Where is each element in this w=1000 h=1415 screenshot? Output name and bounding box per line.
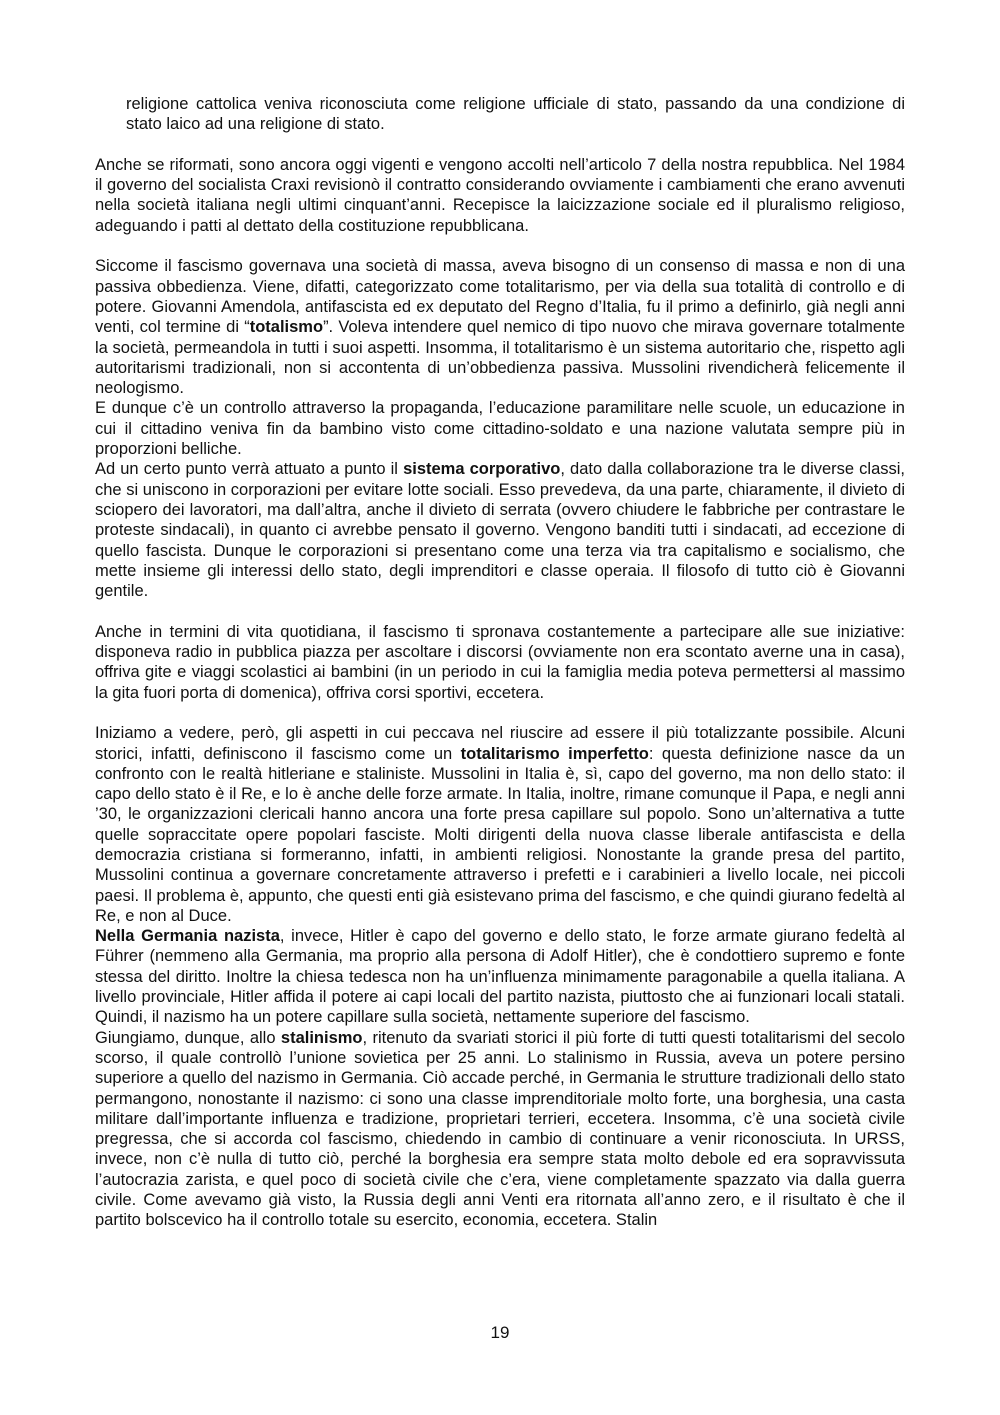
paragraph-stalinismo — [95, 1028, 905, 1231]
text-run: , ritenuto da svariati storici il più forte di tutti questi totalitarismi del secolo scorso, il quale controllò l’unione sovietica per 25 anni. Lo stalinismo in Russia, aveva un potere persino superiore a quello del nazismo in Germania. Ciò accade perché, in Germania le strutture tradizionali dello stato permangono, nonostante il nazismo: ci sono una classe imprenditoriale molto forte, una borghesia, una casta militare dall’importante influenza e tradizione, proprietari terrieri, eccetera. Insomma, c’è una società civile pregressa, che si accorda col fascismo, chiedendo in cambio di continuare a venir riconosciuta. In URSS, invece, non c’è nulla di tutto ciò, perché la borghesia era sempre stata molto debole ed era sopravvissuta l’autocrazia zarista, e quel poco di società civile che c’era, viene completamente spazzato via dalla guerra civile. Come avevamo già visto, la Russia degli anni Venti era ritornata all’anno zero, e il risultato è che il partito bolscevico ha il controllo totale su esercito, economia, eccetera. Stalin — [95, 1028, 905, 1230]
text-run: , invece, Hitler è capo del governo e dello stato, le forze armate giurano fedeltà al Führer (nemmeno alla Germania, ma proprio alla persona di Adolf Hitler), che è condottiero supremo e fonte stessa del diritto. Inoltre la chiesa tedesca non ha un’influenza minimamente paragonabile a quella italiana. A livello provinciale, Hitler affida il potere ai capi locali del partito nazista, piuttosto che ai funzionari locali statali. Quindi, il nazismo ha un potere capillare sulla società, nettamente superiore del fascismo. — [95, 927, 905, 1027]
text-run: , dato dalla collaborazione tra le diverse classi, che si uniscono in corporazioni per evitare lotte sociali. Esso prevedeva, da una parte, chiaramente, il divieto di sciopero dei lavoratori, ma dall’altra, anche il divieto di serrata (ovvero chiudere le fabbriche per contrastare le proteste sindacali), in quanto ci avrebbe pensato il governo. Vengono banditi tutti i sindacati, ad eccezione di quello fascista. Dunque le corporazioni si presentano come una terza via tra capitalismo e socialismo, che mette insieme gli interessi dello stato, degli imprenditori e classe operaia. Il filosofo di tutto ciò è Giovanni gentile. — [95, 460, 906, 601]
bold-term-totalismo: totalismo — [249, 318, 324, 337]
paragraph-religione: religione cattolica veniva riconosciuta come religione ufficiale di stato, passando da una condizione di stato laico ad una religione di stato. — [126, 95, 905, 134]
paragraph-articolo-7: Anche se riformati, sono ancora oggi vigenti e vengono accolti nell’articolo 7 della nostra repubblica. Nel 1984 il governo del socialista Craxi revisionò il contratto considerando ovviamente i cambiamenti che erano avvenuti nella società italiana negli ultimi cinquant’anni. Recepisce la laicizzazione sociale ed il pluralismo religioso, adeguando i patti al dettato della costituzione repubblicana. — [95, 155, 905, 235]
text-run: Iniziamo a vedere, però, gli aspetti in cui peccava nel riuscire ad essere il più totalizzante possibile. Alcuni storici, infatti, definiscono il fascismo come un — [95, 724, 905, 763]
document-page — [95, 94, 905, 1231]
text-run: ”. Voleva intendere quel nemico di tipo nuovo che mirava governare totalmente la società, permeandola in tutti i suoi aspetti. Insomma, il totalitarismo è un sistema autoritario che, rispetto agli autoritarismi tradizionali, non si accontenta di un’obbedienza passiva. Mussolini rivendicherà felicemente il neologismo. — [95, 318, 905, 398]
page-number: 19 — [490, 1323, 510, 1342]
text-run: Ad un certo punto verrà attuato a punto il — [95, 460, 404, 479]
bold-term-sistema-corporativo: sistema corporativo — [403, 460, 561, 479]
bold-term-stalinismo: stalinismo — [280, 1028, 363, 1047]
paragraph-totalitarismo — [95, 256, 905, 398]
bold-term-totalitarismo-imperfetto: totalitarismo imperfetto — [460, 744, 649, 763]
paragraph-propaganda: E dunque c’è un controllo attraverso la propaganda, l’educazione paramilitare nelle scuole, un educazione in cui il cittadino veniva fin da bambino visto come cittadino-soldato e una nazione valutata sempre più in proporzioni belliche. — [95, 399, 905, 459]
text-run: Siccome il fascismo governava una società di massa, aveva bisogno di un consenso di massa e non di una passiva obbedienza. Viene, difatti, categorizzato come totalitarismo, per via della sua totalità di controllo e di potere. Giovanni Amendola, antifascista ed ex deputato del Regno d’Italia, fu il primo a definirlo, già negli anni venti, col termine di “ — [95, 257, 905, 337]
bold-term-germania-nazista: Nella Germania nazista — [95, 927, 280, 946]
paragraph-germania-nazista — [95, 926, 905, 1027]
paragraph-totalitarismo-imperfetto — [95, 723, 905, 926]
text-run: : questa definizione nasce da un confronto con le realtà hitleriane e staliniste. Mussolini in Italia è, sì, capo del governo, ma non dello stato: il capo dello stato è il Re, e lo è anche delle forze armate. In Italia, inoltre, rimane comunque il Papa, e negli anni ’30, le organizzazioni clericali hanno ancora una forte presa capillare sul popolo. Sono un’alternativa a tutte quelle sopraccitate opere popolari fasciste. Molti dirigenti della nuova classe liberale antifascista e della democrazia cristiana si formeranno, infatti, in ambienti religiosi. Nonostante la grande presa del partito, Mussolini continua a governare concretamente attraverso i prefetti e i carabinieri a livello locale, nei piccoli paesi. Il problema è, appunto, che questi enti già esistevano prima del fascismo, e che quindi giurano fedeltà al Re, e non al Duce. — [95, 744, 905, 925]
paragraph-sistema-corporativo — [95, 459, 905, 601]
paragraph-vita-quotidiana: Anche in termini di vita quotidiana, il fascismo ti spronava costantemente a partecipare alle sue iniziative: disponeva radio in pubblica piazza per ascoltare i discorsi (ovviamente non era scontato averne una in casa), offriva gite e viaggi scolastici ai bambini (in un periodo in cui la famiglia media poteva permettersi al massimo la gita fuori porta di domenica), offriva corsi sportivi, eccetera. — [95, 622, 905, 702]
text-run: Giungiamo, dunque, allo — [95, 1028, 281, 1047]
